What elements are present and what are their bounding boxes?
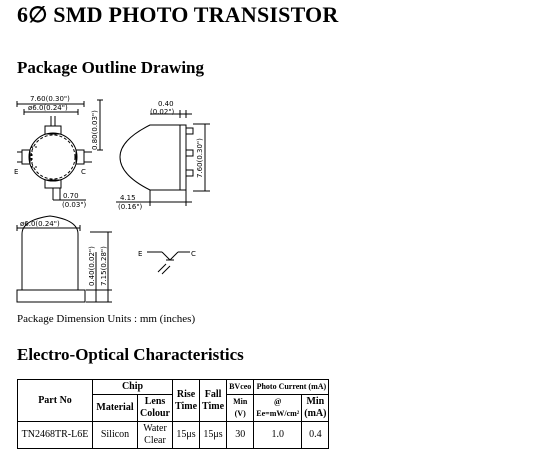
package-outline-drawing [0, 90, 550, 315]
dim-side-415-in: (0.16") [118, 203, 143, 211]
dim-side-760: 7.60(0.30") [196, 138, 204, 178]
page-title: 6∅ SMD PHOTO TRANSISTOR [17, 2, 339, 27]
cell-ee: 1.0 [254, 422, 302, 449]
cell-material: Silicon [93, 422, 138, 449]
dimension-units-note: Package Dimension Units : mm (inches) [17, 313, 196, 325]
bvceo-unit-label: (V) [234, 409, 246, 418]
dim-side-040: 0.40 [158, 100, 174, 108]
header-material: Material [93, 395, 138, 422]
dim-side-415: 4.15 [120, 194, 136, 202]
header-part-no: Part No [18, 380, 93, 422]
pc-unit-label: (mA) [304, 408, 327, 419]
pin-label-e: E [14, 168, 19, 176]
header-bvceo: BVceo [227, 380, 254, 395]
dim-lead-070-in: (0.03") [62, 201, 87, 209]
header-photo-current-cond [254, 395, 302, 422]
dim-dia-top: ø6.0(0.24") [28, 104, 68, 112]
header-chip: Chip [93, 380, 173, 395]
dim-h-080: 0.80(0.03") [91, 110, 99, 150]
cell-part-no: TN2468TR-L6E [18, 422, 93, 449]
package-outline-heading: Package Outline Drawing [17, 58, 204, 77]
symbol-label-e: E [138, 250, 143, 258]
cell-fall: 15μs [200, 422, 227, 449]
dim-front-715: 7.15(0.28") [100, 246, 108, 286]
header-photo-current-min [302, 395, 329, 422]
pc-cond-label: Ee=mW/cm² [256, 409, 300, 418]
dim-lead-070: 0.70 [63, 192, 79, 200]
table-row [18, 422, 329, 449]
header-photo-current: Photo Current (mA) [254, 380, 329, 395]
header-lens-colour: Lens Colour [138, 395, 173, 422]
dim-width-760: 7.60(0.30") [30, 95, 70, 103]
bvceo-min-label: Min [233, 397, 248, 406]
pc-min-label: Min [306, 396, 325, 407]
dim-front-040: 0.40(0.02") [88, 246, 96, 286]
pin-label-c: C [81, 168, 86, 176]
header-rise-time: Rise Time [173, 380, 200, 422]
cell-rise: 15μs [173, 422, 200, 449]
cell-bvceo: 30 [227, 422, 254, 449]
dim-front-dia: ø6.0(0.24") [20, 220, 60, 228]
header-bvceo-min [227, 395, 254, 422]
dim-side-040-in: (0.02") [150, 108, 175, 116]
transistor-symbol [147, 252, 190, 274]
pc-at-label: @ [274, 397, 282, 406]
header-fall-time: Fall Time [200, 380, 227, 422]
symbol-label-c: C [191, 250, 196, 258]
cell-lens: Water Clear [138, 422, 173, 449]
electro-optical-heading: Electro-Optical Characteristics [17, 345, 244, 364]
electro-optical-table [17, 379, 329, 449]
cell-pc-min: 0.4 [302, 422, 329, 449]
front-view [17, 216, 112, 302]
